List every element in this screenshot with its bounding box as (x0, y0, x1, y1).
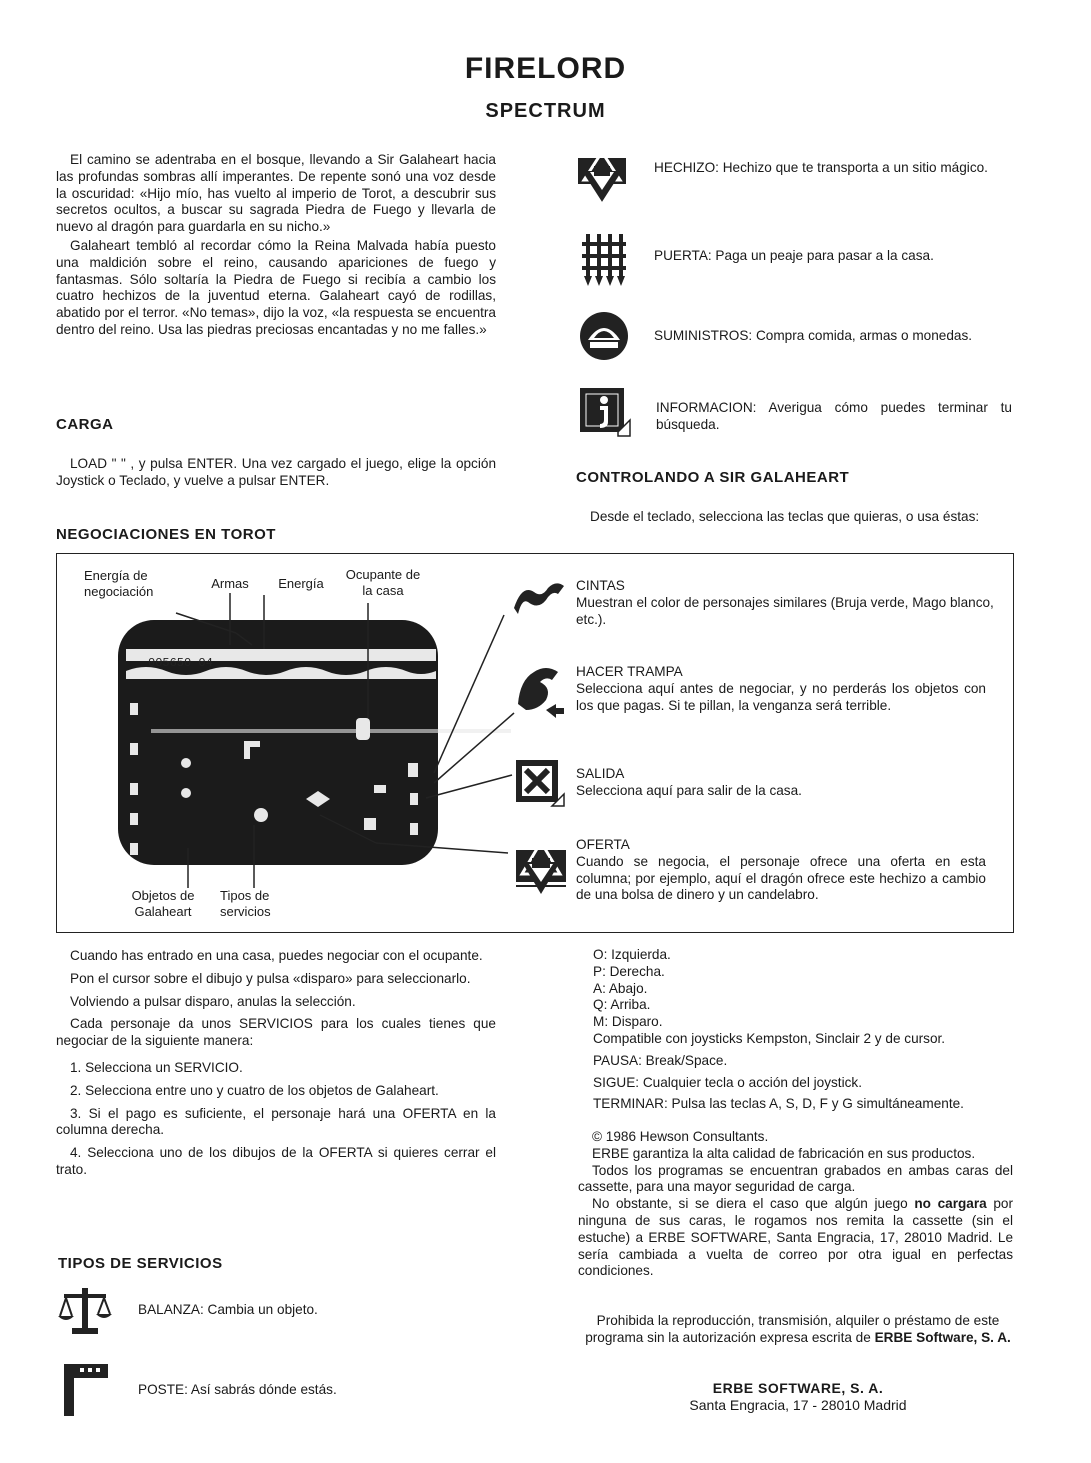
oferta-text: Cuando se negocia, el personaje ofrece una oferta en esta columna; por ejemplo, aquí el dragón ofrece este hechizo a cambio de una bolsa de dinero y un candelabro. (576, 853, 986, 903)
key-line: PAUSA: Break/Space. (593, 1052, 728, 1068)
hacer-trampa-title: HACER TRAMPA (576, 664, 683, 679)
instruction-step: 3. Si el pago es suficiente, el personaje hará una OFERTA en la columna derecha. (56, 1105, 496, 1138)
oferta-icon (514, 840, 568, 901)
intro-paragraph: Galaheart tembló al recordar cómo la Reina Malvada había puesto una maldición sobre el reino, causando apariciones de fuego y fantasmas. Sólo soltaría la Piedra de Fuego si recibía a cambio los cuatro hechizos de la juventud eterna. Galaheart cayó de rodillas, abatido por el terror. «No temas», dijo la voz, «la respuesta se encuentra dentro del reino. Usa las piedras preciosas encantadas y no me falles.» (56, 237, 496, 337)
hechizo-icon (576, 150, 628, 207)
instruction-step: 4. Selecciona uno de los dibujos de la OFERTA si quieres cerrar el trato. (56, 1145, 496, 1177)
key-line: TERMINAR: Pulsa las teclas A, S, D, F y G simultáneamente. (593, 1096, 964, 1112)
label-tipos: Tipos de servicios (220, 888, 271, 919)
suministros-text: SUMINISTROS: Compra comida, armas o monedas. (654, 328, 973, 343)
instruction-line: Pon el cursor sobre el dibujo y pulsa «disparo» para seleccionarlo. (70, 970, 471, 986)
instruction-line: Cada personaje da unos SERVICIOS para los cuales tienes que negociar de la siguiente manera: (56, 1016, 496, 1049)
salida-text: Selecciona aquí para salir de la casa. (576, 782, 802, 798)
key-list (593, 947, 1013, 1113)
label-energia-negociacion: Energía de negociación (84, 568, 154, 599)
negociaciones-heading: NEGOCIACIONES EN TOROT (56, 526, 276, 543)
label-objetos: Objetos de Galaheart (131, 888, 195, 919)
diagram-overlay (56, 553, 576, 931)
oferta-item (576, 837, 986, 904)
salida-item (576, 766, 986, 800)
intro-text (56, 152, 496, 341)
cassette-text: Todos los programas se encuentran grabados en ambas caras del cassette, para una mayor seguridad de carga. (578, 1162, 1013, 1195)
instruction-line: Volviendo a pulsar disparo, anulas la selección. (70, 993, 356, 1009)
cintas-text: Muestran el color de personajes similares (Bruja verde, Mago blanco, etc.). (576, 594, 994, 627)
key-line: A: Abajo. (593, 980, 648, 996)
informacion-text: INFORMACION: Averigua cómo puedes terminar tu búsqueda. (656, 400, 1012, 432)
return-text: No obstante, si se diera el caso que algún juego no cargara por ninguna de sus caras, le rogamos nos remita la cassette (sin el estuche) a ERBE SOFTWARE, Santa Engracia, 17, 28010 Madrid. Le sería cambiada a vuelta de correo por otra igual en perfectas condiciones. (578, 1196, 1013, 1279)
intro-paragraph: El camino se adentraba en el bosque, llevando a Sir Galaheart hacia las profundas sombras allí imperantes. De repente sonó una voz desde la oscuridad: «Hijo mío, has vuelto al imperio de Torot, a descubrir sus secretos ocultos, a buscar su sagrada Piedra de Fuego y llevarla de nuevo al dragón para guardarla en su nicho.» (56, 152, 496, 235)
key-line: SIGUE: Cualquier tecla o acción del joystick. (593, 1074, 862, 1090)
copyright-block (578, 1129, 1013, 1280)
balanza-text: BALANZA: Cambia un objeto. (138, 1302, 318, 1317)
controlando-text: Desde el teclado, selecciona las teclas que quieras, o usa éstas: (590, 509, 980, 524)
cintas-item (576, 578, 996, 628)
puerta-text: PUERTA: Paga un peaje para pasar a la casa. (654, 248, 934, 263)
carga-heading: CARGA (56, 416, 114, 433)
instructions (56, 948, 496, 1181)
hacer-trampa-text: Selecciona aquí antes de negociar, y no perderás los objetos con los que pagas. Si te pillan, la venganza será terrible. (576, 680, 986, 713)
footer-address: Santa Engracia, 17 - 28010 Madrid (689, 1397, 907, 1413)
footer-company: ERBE SOFTWARE, S. A. (712, 1380, 884, 1396)
score-display: 005650 04 (148, 656, 213, 670)
oferta-title: OFERTA (576, 837, 630, 852)
hacer-trampa-icon (512, 660, 566, 729)
label-armas: Armas (211, 576, 249, 591)
label-ocupante: Ocupante de la casa (345, 567, 421, 598)
carga-text: LOAD " " , y pulsa ENTER. Una vez cargado el juego, elige la opción Joystick o Teclado, y vuelve a pulsar ENTER. (56, 456, 496, 488)
prohibida-text: Prohibida la reproducción, transmisión, alquiler o préstamo de este programa sin la autorización expresa escrita de ERBE Software, S. A. (585, 1313, 1011, 1345)
puerta-icon (580, 232, 628, 293)
key-line: P: Derecha. (593, 963, 665, 979)
hechizo-text: HECHIZO: Hechizo que te transporta a un sitio mágico. (654, 160, 988, 175)
suministros-icon (578, 310, 630, 367)
instruction-step: 1. Selecciona un SERVICIO. (70, 1059, 243, 1075)
guarantee-text: ERBE garantiza la alta calidad de fabricación en sus productos. (592, 1145, 976, 1161)
page-subtitle: SPECTRUM (485, 100, 606, 122)
key-line: M: Disparo. (593, 1014, 663, 1030)
copyright-line: © 1986 Hewson Consultants. (592, 1129, 769, 1144)
instruction-step: 2. Selecciona entre uno y cuatro de los objetos de Galaheart. (70, 1082, 439, 1098)
key-line: Q: Arriba. (593, 997, 651, 1013)
poste-text: POSTE: Así sabrás dónde estás. (138, 1382, 337, 1397)
key-line: O: Izquierda. (593, 947, 671, 962)
poste-icon (62, 1360, 110, 1423)
page-title: FIRELORD (464, 52, 627, 85)
salida-icon (514, 758, 566, 813)
label-energia: Energía (278, 576, 324, 591)
hacer-trampa-item (576, 664, 986, 714)
salida-title: SALIDA (576, 766, 625, 781)
cintas-title: CINTAS (576, 578, 625, 593)
cintas-icon (512, 578, 566, 623)
tipos-heading: TIPOS DE SERVICIOS (58, 1255, 223, 1272)
balanza-icon (58, 1284, 112, 1341)
key-line: Compatible con joysticks Kempston, Sinclair 2 y de cursor. (593, 1030, 946, 1046)
instruction-line: Cuando has entrado en una casa, puedes negociar con el ocupante. (70, 948, 483, 963)
controlando-heading: CONTROLANDO A SIR GALAHEART (576, 469, 850, 486)
informacion-icon (578, 386, 632, 443)
